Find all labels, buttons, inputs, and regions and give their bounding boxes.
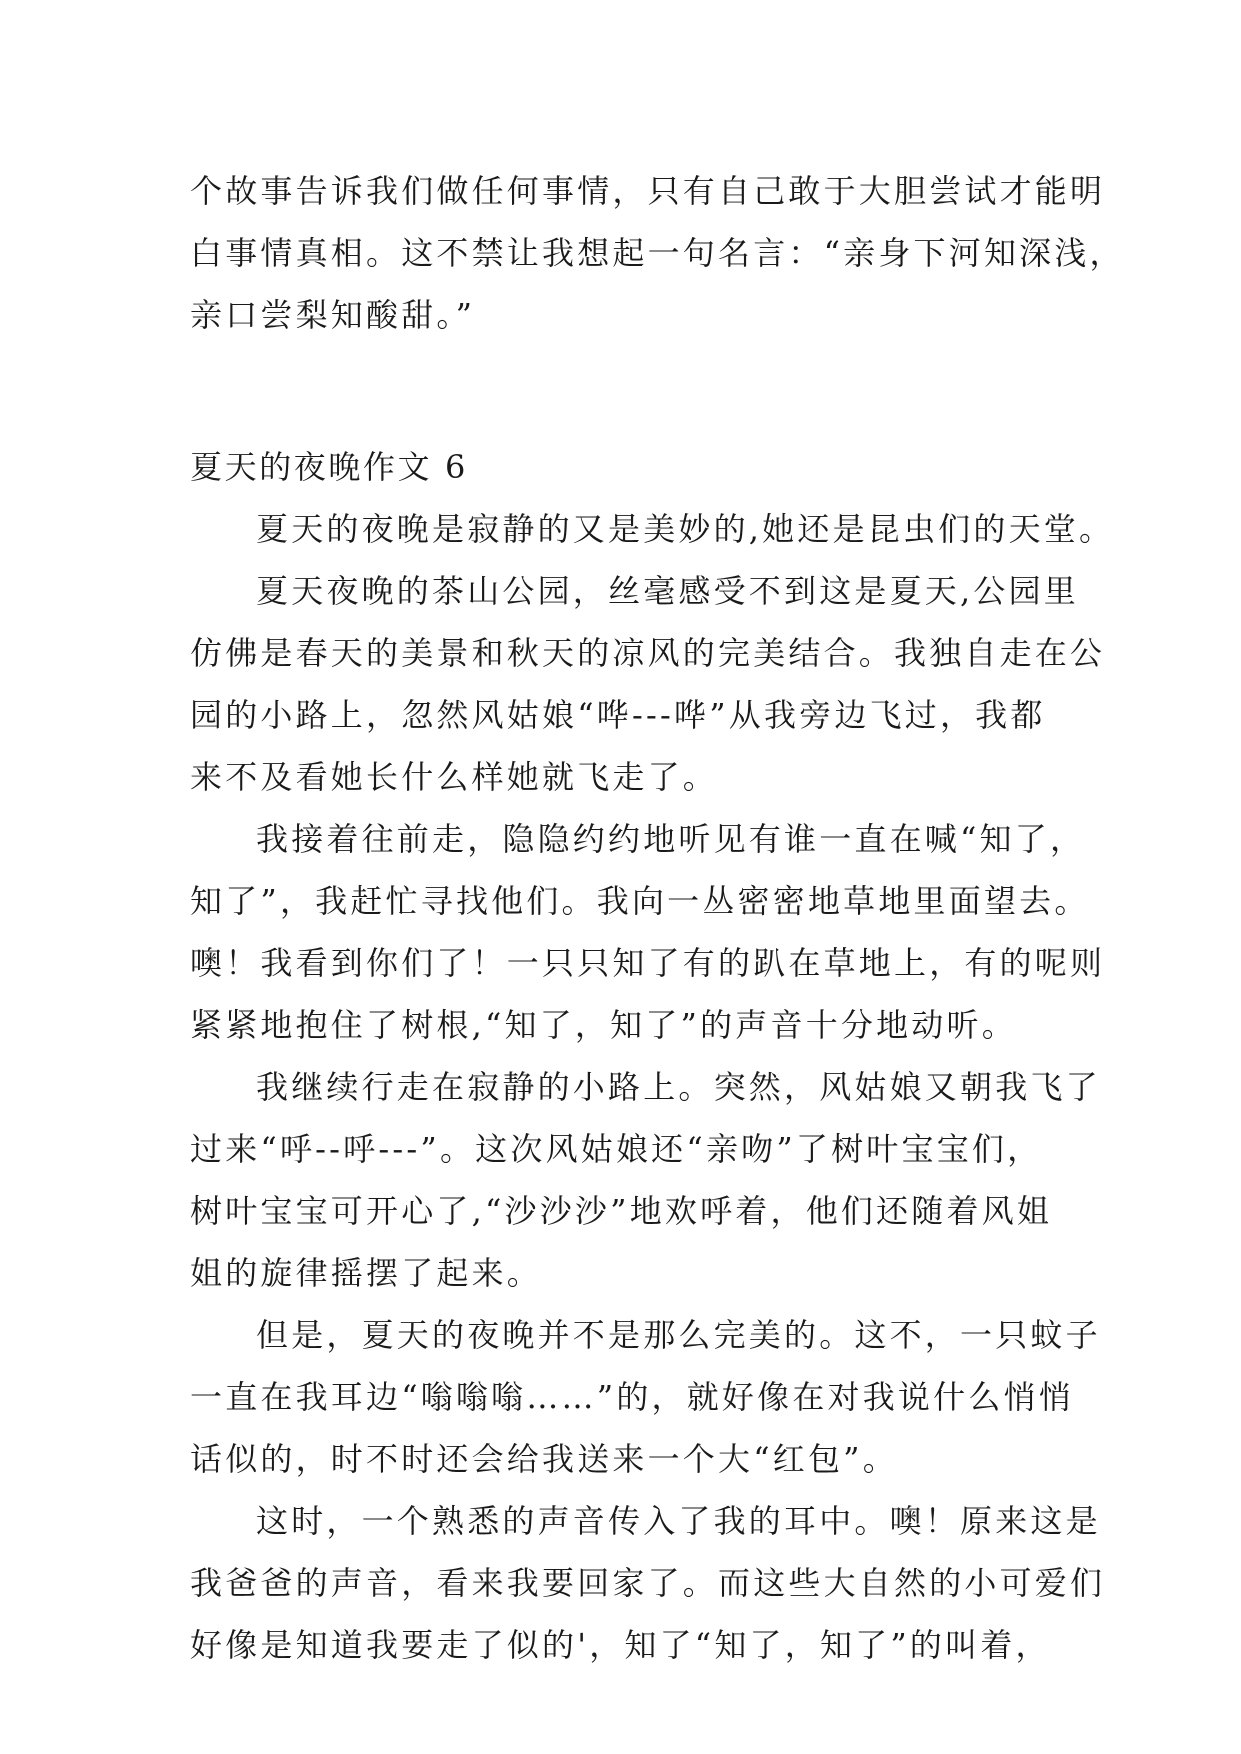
text-line: 白事情真相。这不禁让我想起一句名言：“亲身下河知深浅， (190, 234, 1125, 272)
section-title: 夏天的夜晚作文 6 (190, 448, 468, 486)
text-line: 夏天夜晚的茶山公园，丝毫感受不到这是夏天,公园里 (256, 572, 1079, 610)
text-line: 园的小路上，忽然风姑娘“哗---哗”从我旁边飞过，我都 (190, 696, 1046, 734)
intro-paragraph (190, 160, 1125, 346)
text-line: 树叶宝宝可开心了,“沙沙沙”地欢呼着，他们还随着风姐 (190, 1192, 1053, 1230)
paragraph-6 (190, 1490, 1106, 1676)
text-line: 知了”，我赶忙寻找他们。我向一丛密密地草地里面望去。 (190, 882, 1090, 920)
text-line: 这时，一个熟悉的声音传入了我的耳中。噢！原来这是 (256, 1502, 1101, 1540)
text-line: 好像是知道我要走了似的'，知了“知了，知了”的叫着， (190, 1626, 1051, 1664)
text-line: 仿佛是春天的美景和秋天的凉风的完美结合。我独自走在公 (190, 634, 1106, 672)
text-line: 夏天的夜晚是寂静的又是美妙的,她还是昆虫们的天堂。 (256, 510, 1115, 548)
paragraph-3 (190, 808, 1106, 1056)
text-line: 话似的，时不时还会给我送来一个大“红包”。 (190, 1440, 898, 1478)
text-line: 过来“呼--呼---”。这次风姑娘还“亲吻”了树叶宝宝们， (190, 1130, 1043, 1168)
text-line: 但是，夏天的夜晚并不是那么完美的。这不，一只蚊子 (256, 1316, 1101, 1354)
section-spacer (190, 346, 1055, 436)
text-line: 我继续行走在寂静的小路上。突然，风姑娘又朝我飞了 (256, 1068, 1101, 1106)
text-line: 我接着往前走，隐隐约约地听见有谁一直在喊“知了， (256, 820, 1086, 858)
text-line: 紧紧地抱住了树根,“知了，知了”的声音十分地动听。 (190, 1006, 1017, 1044)
text-column (190, 160, 1125, 1676)
text-line: 来不及看她长什么样她就飞走了。 (190, 758, 719, 796)
text-line: 一直在我耳边“嗡嗡嗡……”的，就好像在对我说什么悄悄 (190, 1378, 1074, 1416)
paragraph-4 (190, 1056, 1101, 1304)
text-line: 亲口尝梨知酸甜。” (190, 296, 476, 334)
paragraph-2 (190, 560, 1106, 808)
paragraph-5 (190, 1304, 1101, 1490)
paragraph-1 (190, 498, 1115, 560)
text-line: 个故事告诉我们做任何事情，只有自己敢于大胆尝试才能明 (190, 172, 1106, 210)
text-line: 噢！我看到你们了！一只只知了有的趴在草地上，有的呢则 (190, 944, 1106, 982)
text-line: 我爸爸的声音，看来我要回家了。而这些大自然的小可爱们 (190, 1564, 1106, 1602)
text-line: 姐的旋律摇摆了起来。 (190, 1254, 543, 1292)
